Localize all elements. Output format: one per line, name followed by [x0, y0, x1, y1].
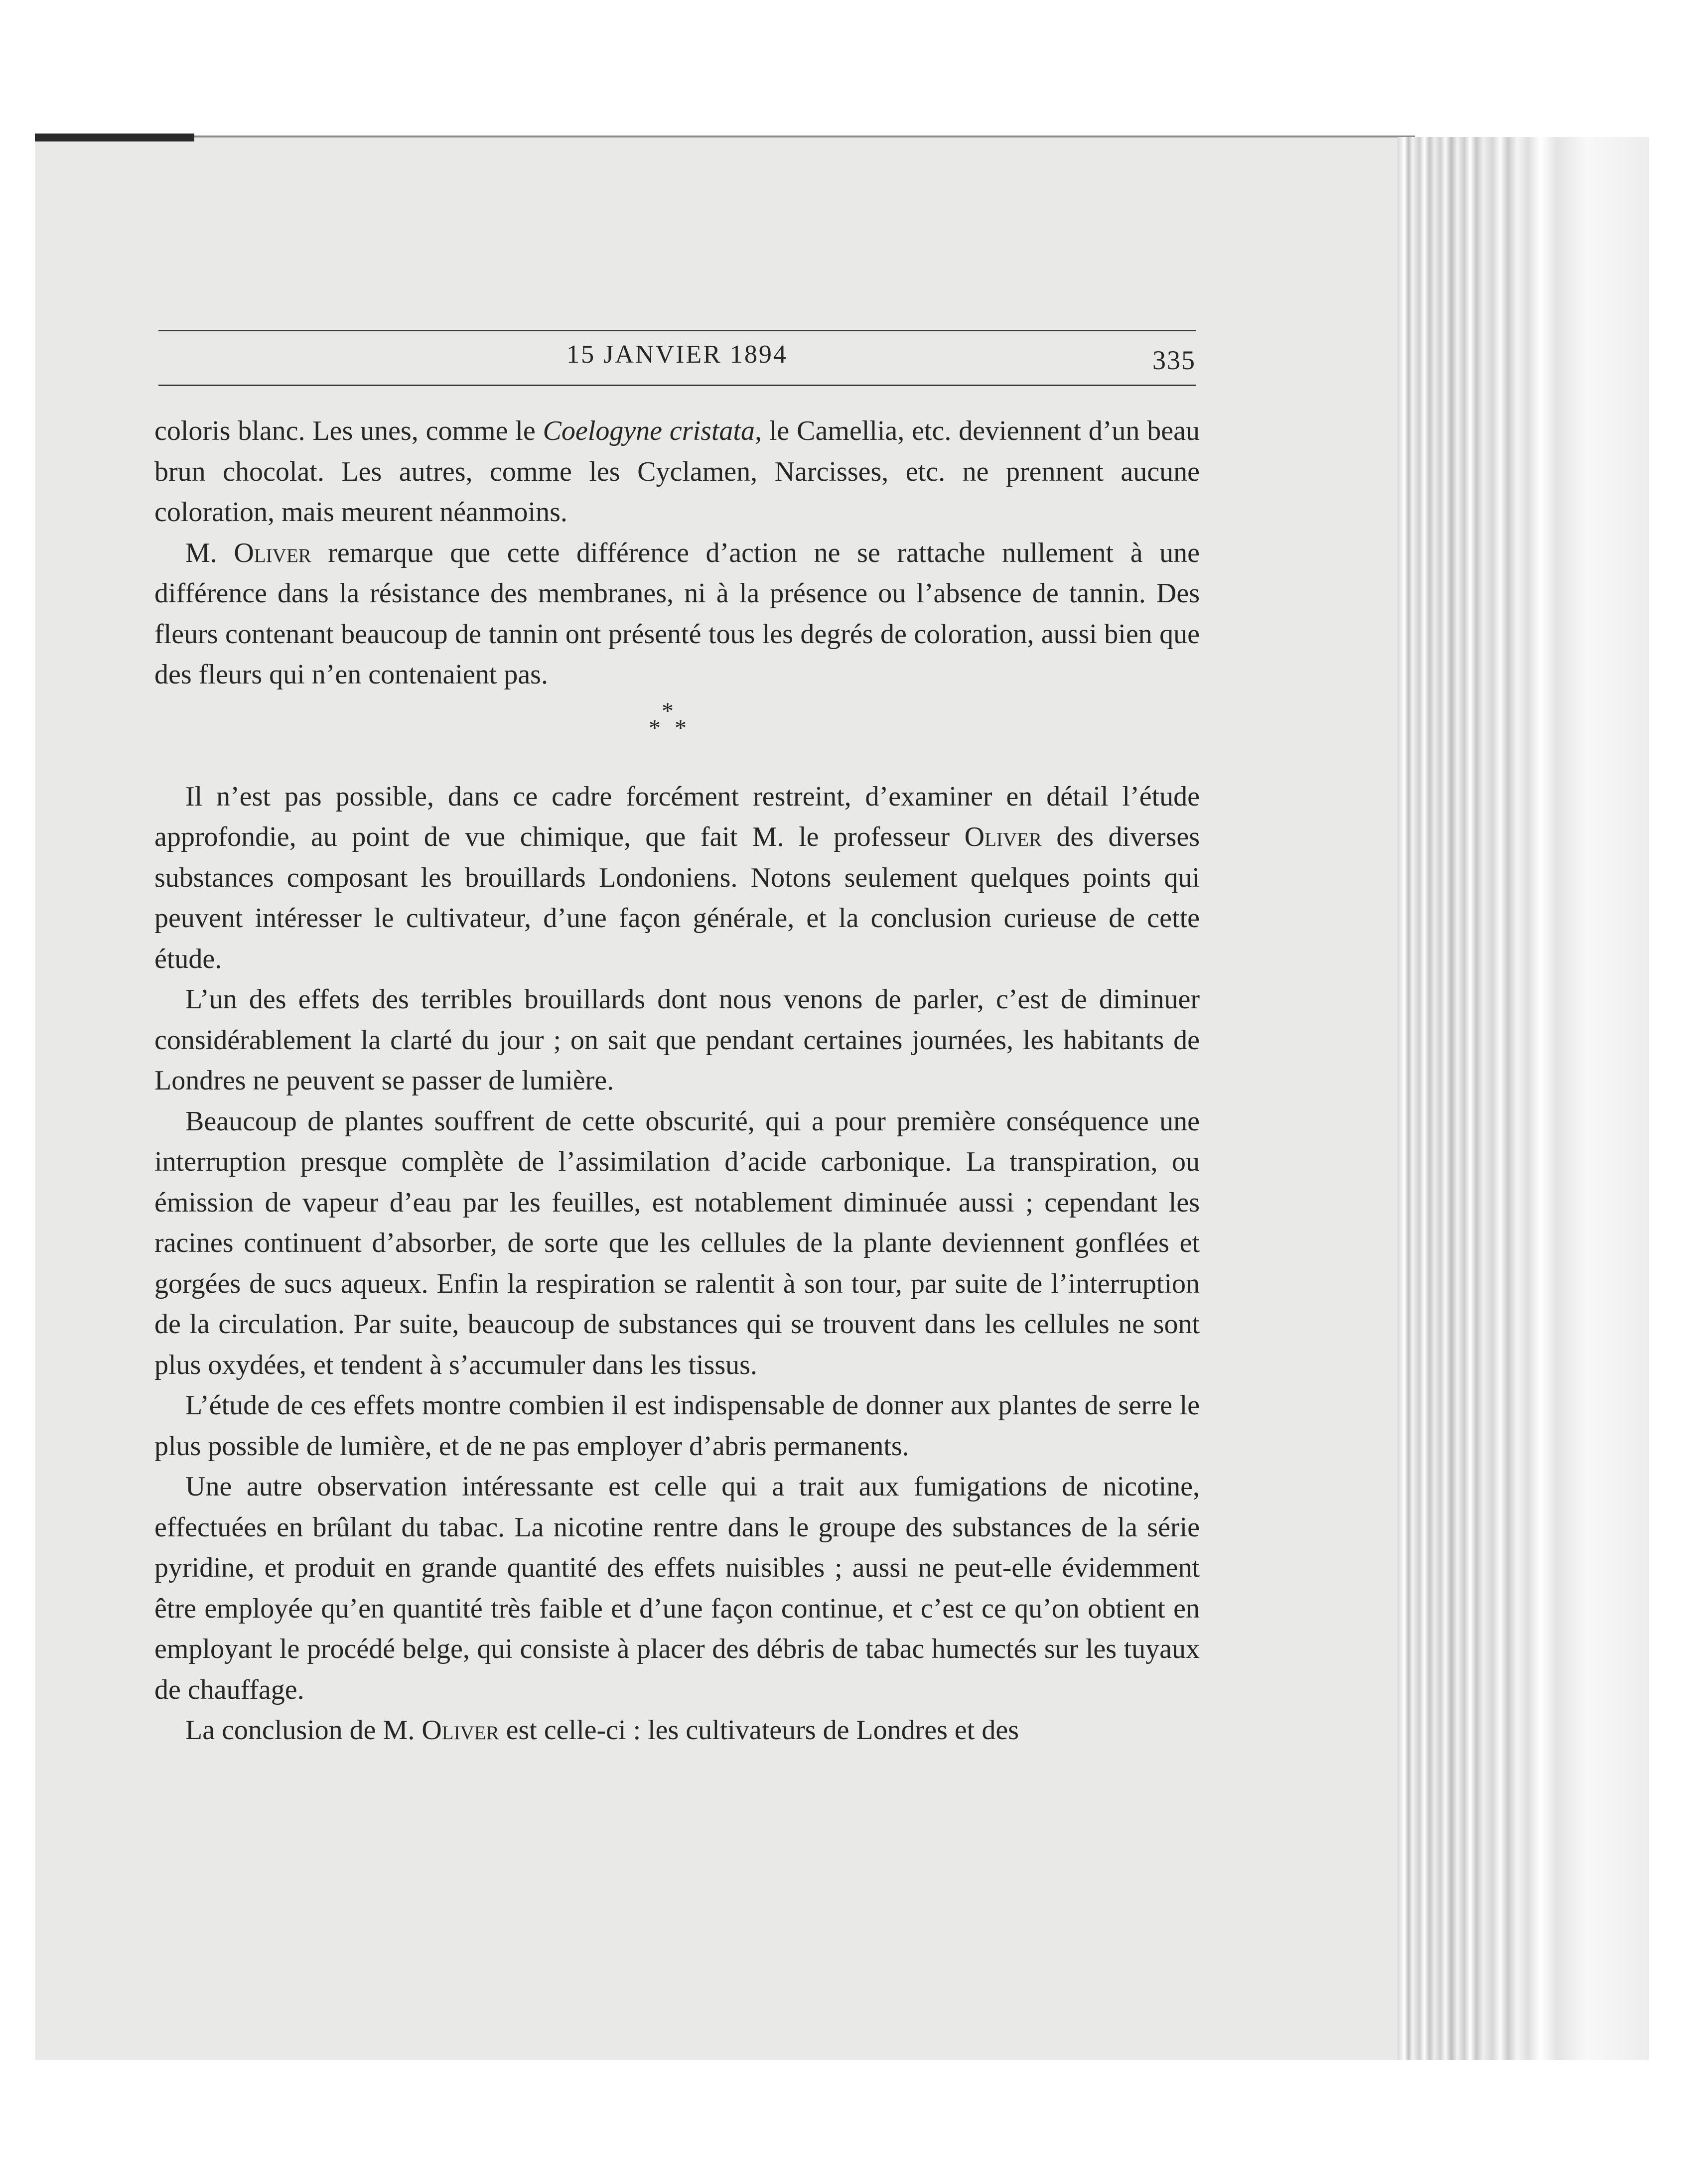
paragraph-3 — [154, 777, 1200, 980]
paragraph-6: L’étude de ces effets montre combien il est indispensable de donner aux plantes de serre le plus possible de lumière, et de ne pas employer d’abris permanents. — [154, 1390, 1200, 1462]
paragraph-8 — [154, 1710, 1200, 1751]
paragraph-5: Beaucoup de plantes souffrent de cette obscurité, qui a pour première conséquence une interruption presque complète de l’assimilation d’acide carbonique. La transpiration, ou émission de vapeur d’eau par les feuilles, est notablement diminuée aussi ; cependant les racines continuent d’absorber, de sorte que les cellules de la plante deviennent gonflées et gorgées de sucs aqueux. Enfin la respiration se ralentit à son tour, par suite de l’interruption de la circulation. Par suite, beaucoup de substances qui se trouvent dans les cellules ne sont plus oxydées, et tendent à s’accumuler dans les tissus. — [154, 1105, 1200, 1380]
separator-star: * — [649, 714, 661, 741]
paragraph-3-pre: Il n’est pas possible, dans ce cadre forcément restreint, d’examiner en détail l’étude approfondie, au point de vue chimique, que fait M. le professeur — [154, 781, 1200, 852]
paragraph-8-pre: La conclusion de M. — [185, 1715, 422, 1746]
paragraph-1-text: coloris blanc. Les unes, comme le — [154, 415, 543, 446]
scan-edge-line — [194, 136, 1415, 137]
header-date: 15 JANVIER 1894 — [566, 340, 788, 369]
author-name: Oliver — [422, 1715, 499, 1746]
paragraph-2 — [154, 533, 1200, 695]
running-head — [158, 337, 1196, 382]
paragraph-8-rest: est celle-ci : les cultivateurs de Londres et des — [499, 1715, 1019, 1746]
paragraph-3-rest: des diverses substances composant les brouillards Londoniens. Notons seulement quelques points qui peuvent intéresser le cultivateur, d’une façon générale, et la conclusion curieuse de cette étude. — [154, 821, 1200, 974]
scan-edge-dark — [35, 134, 194, 141]
paragraph-1 — [154, 411, 1200, 533]
body-text — [154, 411, 1200, 1751]
species-name: Coelogyne cristata, — [543, 415, 762, 446]
separator-star: * — [662, 697, 674, 724]
header-rule-bottom — [158, 385, 1196, 386]
paragraph-7: Une autre observation intéressante est celle qui a trait aux fumigations de nicotine, effectuées en brûlant du tabac. La nicotine rentre dans le groupe des substances de la série pyridine, et produit en grande quantité des effets nuisibles ; aussi ne peut-elle évidemment être employée qu’en quantité très faible et d’une façon continue, et c’est ce qu’on obtient en employant le procédé belge, qui consiste à placer des débris de tabac humectés sur les tuyaux de chauffage. — [154, 1471, 1200, 1705]
author-name: Oliver — [964, 821, 1042, 852]
separator-star: * — [675, 714, 687, 741]
page-number: 335 — [1152, 345, 1196, 375]
author-name: Oliver — [234, 537, 311, 568]
section-separator — [154, 695, 1200, 777]
book-page-edges — [1398, 137, 1649, 2060]
paragraph-4: L’un des effets des terribles brouillards dont nous venons de parler, c’est de diminuer considérablement la clarté du jour ; on sait que pendant certaines journées, les habitants de Londres ne peuvent se passer de lumière. — [154, 984, 1200, 1096]
paragraph-2-rest: remarque que cette différence d’action ne se rattache nullement à une différence dans la résistance des membranes, ni à la présence ou l’absence de tannin. Des fleurs contenant beaucoup de tannin ont présenté tous les degrés de coloration, aussi bien que des fleurs qui n’en contenaient pas. — [154, 537, 1200, 690]
header-rule-top — [158, 330, 1196, 331]
paragraph-1-rest: le Camellia, etc. deviennent d’un beau brun chocolat. Les autres, comme les Cyclamen, Narcisses, etc. ne prennent aucune coloration, mais meurent néanmoins. — [154, 415, 1200, 528]
paragraph-2-pre: M. — [185, 537, 234, 568]
